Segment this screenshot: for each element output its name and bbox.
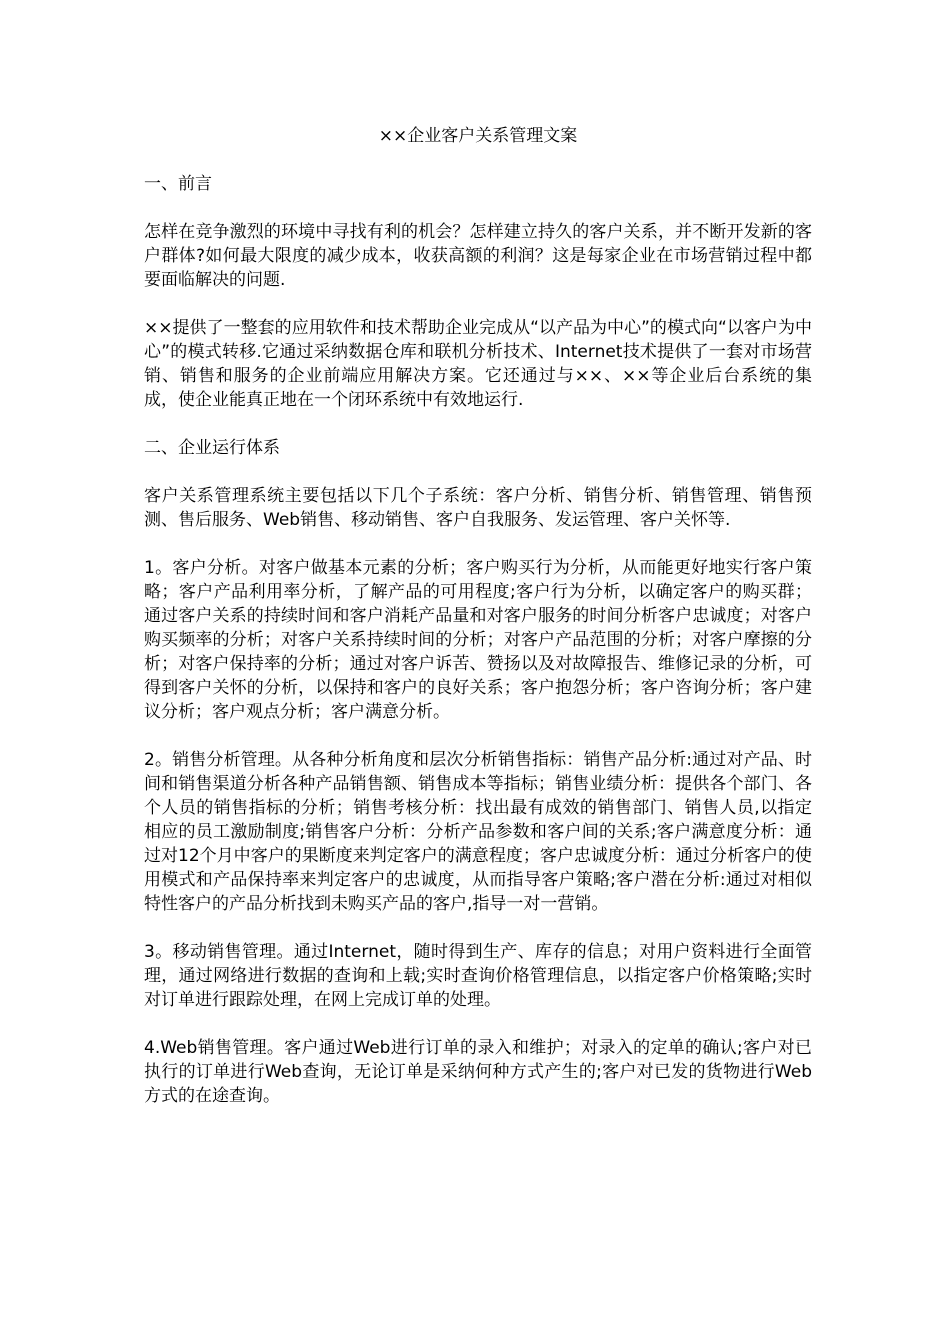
paragraph: 4.Web销售管理。客户通过Web进行订单的录入和维护；对录入的定单的确认;客户对已执行的订单进行Web查询，无论订单是采纳何种方式产生的;客户对已发的货物进行Web方式的在途查询。 xyxy=(144,1038,812,1106)
paragraph: 2。销售分析管理。从各种分析角度和层次分析销售指标：销售产品分析:通过对产品、时间和销售渠道分析各种产品销售额、销售成本等指标；销售业绩分析：提供各个部门、各个人员的销售指标的分析；销售考核分析：找出最有成效的销售部门、销售人员,以指定相应的员工激励制度;销售客户分析：分析产品参数和客户间的关系;客户满意度分析：通过对12个月中客户的果断度来判定客户的满意程度；客户忠诚度分析：通过分析客户的使用模式和产品保持率来判定客户的忠诚度，从而指导客户策略;客户潜在分析:通过对相似特性客户的产品分析找到未购买产品的客户,指导一对一营销。 xyxy=(144,750,812,914)
document-title: ××企业客户关系管理文案 xyxy=(378,126,578,146)
paragraph: 客户关系管理系统主要包括以下几个子系统：客户分析、销售分析、销售管理、销售预测、售后服务、Web销售、移动销售、客户自我服务、发运管理、客户关怀等. xyxy=(144,486,812,530)
paragraph: 3。移动销售管理。通过Internet，随时得到生产、库存的信息；对用户资料进行全面管理，通过网络进行数据的查询和上载;实时查询价格管理信息，以指定客户价格策略;实时对订单进行跟踪处理，在网上完成订单的处理。 xyxy=(144,942,812,1010)
paragraph: 1。客户分析。对客户做基本元素的分析；客户购买行为分析，从而能更好地实行客户策略；客户产品利用率分析，了解产品的可用程度;客户行为分析，以确定客户的购买群；通过客户关系的持续时间和客户消耗产品量和对客户服务的时间分析客户忠诚度；对客户购买频率的分析；对客户关系持续时间的分析；对客户产品范围的分析；对客户摩擦的分析；对客户保持率的分析；通过对客户诉苦、赞扬以及对故障报告、维修记录的分析，可得到客户关怀的分析，以保持和客户的良好关系；客户抱怨分析；客户咨询分析；客户建议分析；客户观点分析；客户满意分析。 xyxy=(144,558,812,722)
paragraph: 怎样在竞争激烈的环境中寻找有利的机会？怎样建立持久的客户关系，并不断开发新的客户群体?如何最大限度的减少成本，收获高额的利润？这是每家企业在市场营销过程中都要面临解决的问题. xyxy=(144,222,812,290)
section-heading-preface: 一、前言 xyxy=(144,174,212,194)
section-heading-operating-system: 二、企业运行体系 xyxy=(144,438,280,458)
paragraph: ××提供了一整套的应用软件和技术帮助企业完成从“以产品为中心”的模式向“以客户为中心”的模式转移.它通过采纳数据仓库和联机分析技术、Internet技术提供了一套对市场营销、销售和服务的企业前端应用解决方案。它还通过与××、××等企业后台系统的集成，使企业能真正地在一个闭环系统中有效地运行. xyxy=(144,318,812,410)
document-page xyxy=(144,124,812,1132)
